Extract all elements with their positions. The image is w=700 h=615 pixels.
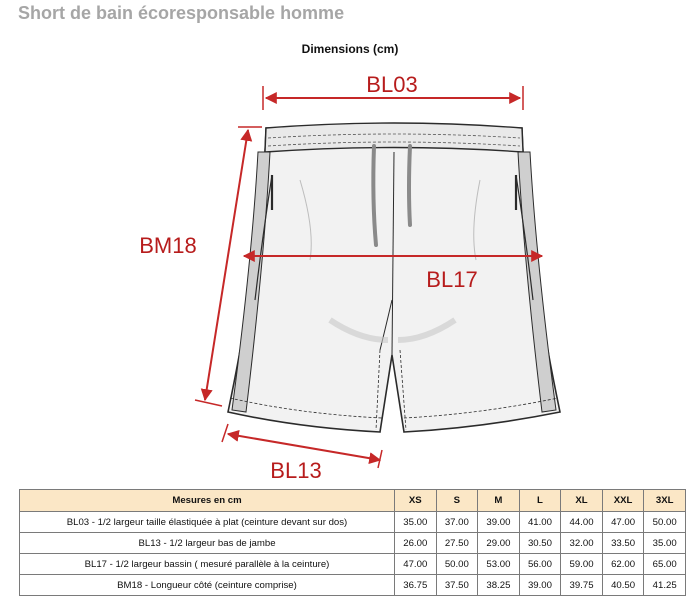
table-cell: 44.00 bbox=[561, 512, 603, 533]
table-cell: 47.00 bbox=[602, 512, 644, 533]
table-cell: 30.50 bbox=[519, 533, 561, 554]
label-bl03: BL03 bbox=[366, 72, 418, 97]
row-label: BL13 - 1/2 largeur bas de jambe bbox=[20, 533, 395, 554]
size-chart-table bbox=[19, 489, 686, 596]
dimension-bl03 bbox=[263, 72, 523, 110]
table-header-row bbox=[20, 490, 686, 512]
table-cell: 53.00 bbox=[478, 554, 520, 575]
table-cell: 47.00 bbox=[395, 554, 437, 575]
table-cell: 27.50 bbox=[436, 533, 478, 554]
header-size-xs: XS bbox=[395, 490, 437, 512]
label-bl17: BL17 bbox=[426, 267, 478, 292]
table-row bbox=[20, 533, 686, 554]
table-cell: 62.00 bbox=[602, 554, 644, 575]
waistband bbox=[265, 123, 523, 152]
table-cell: 40.50 bbox=[602, 575, 644, 596]
header-size-xl: XL bbox=[561, 490, 603, 512]
table-cell: 26.00 bbox=[395, 533, 437, 554]
table-cell: 41.00 bbox=[519, 512, 561, 533]
shorts-illustration bbox=[228, 123, 560, 432]
dimensions-subtitle: Dimensions (cm) bbox=[301, 42, 399, 56]
table-cell: 39.75 bbox=[561, 575, 603, 596]
table-row bbox=[20, 554, 686, 575]
table-cell: 50.00 bbox=[644, 512, 686, 533]
label-bl13: BL13 bbox=[270, 458, 322, 483]
table-cell: 50.00 bbox=[436, 554, 478, 575]
table-cell: 33.50 bbox=[602, 533, 644, 554]
page-title: Short de bain écoresponsable homme bbox=[18, 3, 345, 23]
table-cell: 39.00 bbox=[519, 575, 561, 596]
header-size-l: L bbox=[519, 490, 561, 512]
header-size-s: S bbox=[436, 490, 478, 512]
table-cell: 35.00 bbox=[395, 512, 437, 533]
table-cell: 29.00 bbox=[478, 533, 520, 554]
table-cell: 65.00 bbox=[644, 554, 686, 575]
table-cell: 39.00 bbox=[478, 512, 520, 533]
table-cell: 59.00 bbox=[561, 554, 603, 575]
header-size-xxl: XXL bbox=[602, 490, 644, 512]
table-cell: 37.50 bbox=[436, 575, 478, 596]
dimension-bl13 bbox=[222, 424, 382, 483]
table-cell: 36.75 bbox=[395, 575, 437, 596]
label-bm18: BM18 bbox=[139, 233, 197, 258]
table-cell: 56.00 bbox=[519, 554, 561, 575]
table-cell: 32.00 bbox=[561, 533, 603, 554]
table-row bbox=[20, 575, 686, 596]
header-measures: Mesures en cm bbox=[20, 490, 395, 512]
table-row bbox=[20, 512, 686, 533]
header-size-3xl: 3XL bbox=[644, 490, 686, 512]
row-label: BL17 - 1/2 largeur bassin ( mesuré parallèle à la ceinture) bbox=[20, 554, 395, 575]
table-cell: 37.00 bbox=[436, 512, 478, 533]
row-label: BL03 - 1/2 largeur taille élastiquée à plat (ceinture devant sur dos) bbox=[20, 512, 395, 533]
header-size-m: M bbox=[478, 490, 520, 512]
table-cell: 38.25 bbox=[478, 575, 520, 596]
drawstring-right bbox=[409, 146, 410, 225]
table-cell: 35.00 bbox=[644, 533, 686, 554]
row-label: BM18 - Longueur côté (ceinture comprise) bbox=[20, 575, 395, 596]
table-cell: 41.25 bbox=[644, 575, 686, 596]
